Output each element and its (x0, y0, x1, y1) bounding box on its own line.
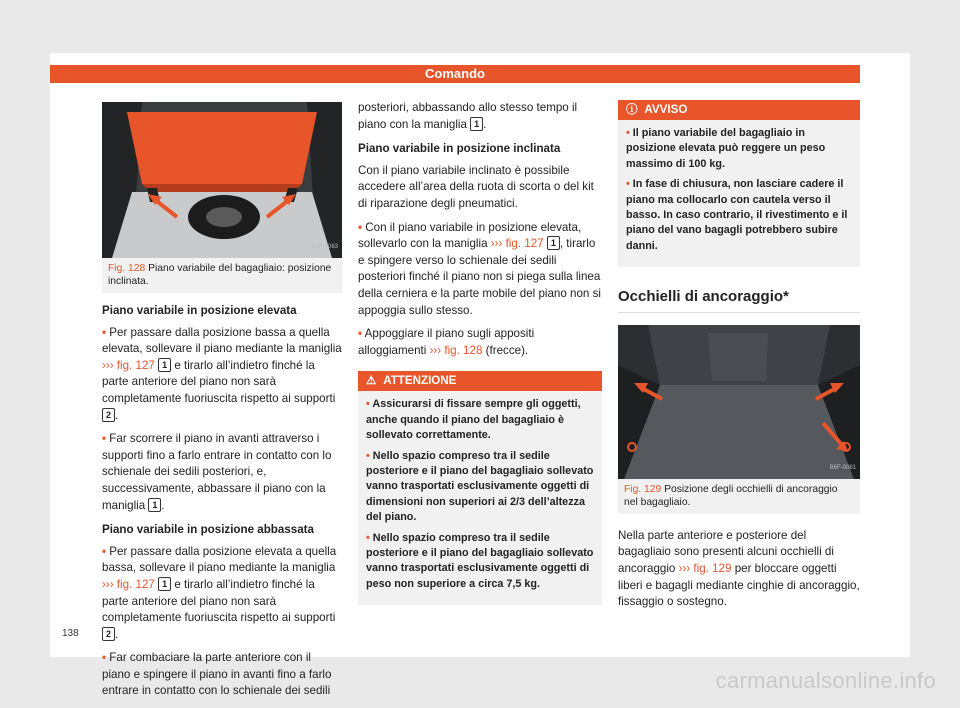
figure-caption-text: Piano variabile del bagagliaio: posizione inclinata. (108, 263, 332, 287)
figure-128 (102, 102, 342, 258)
bullet-paragraph: • Per passare dalla posizione elevata a quella bassa, sollevare il piano mediante la maniglia ››› fig. 127 1 e tirarlo all’indietro finché la parte anteriore del piano non sarà completamente fuoriuscita rispetto ai supporti 2 . (102, 544, 337, 641)
bullet-icon: • (358, 327, 363, 341)
text: Per passare dalla posizione elevata a quella bassa, sollevare il piano mediante la maniglia (102, 544, 337, 575)
callout-number: 1 (547, 236, 560, 250)
text: posteriori, abbassando allo stesso tempo il piano con la maniglia (358, 101, 578, 131)
notice-title: AVVISO (644, 103, 688, 116)
callout-number: 2 (102, 627, 115, 641)
figure-caption-text: Posizione degli occhielli di ancoraggio nel bagagliaio. (624, 483, 838, 508)
figure-caption (618, 479, 860, 514)
text: Il piano variabile del bagagliaio in posizione elevata può reggere un peso massimo di 100 kg. (626, 127, 826, 170)
figure-code: B6F-0063 (311, 244, 338, 251)
text: e tirarlo all’indietro finché la parte anteriore del piano non sarà completamente fuoriuscita rispetto ai supporti (102, 358, 336, 405)
column-middle (358, 100, 602, 605)
text: per bloccare oggetti liberi e bagagli mediante cinghie di ancoraggio, fissaggio o sostegno. (618, 562, 860, 609)
bullet-paragraph: • Per passare dalla posizione bassa a quella elevata, sollevare il piano mediante la maniglia ››› fig. 127 1 e tirarlo all’indietro finché la parte anteriore del piano non sarà completamente fuoriuscita rispetto ai supporti 2 . (102, 325, 342, 422)
warning-triangle-icon: ⚠ (366, 374, 377, 388)
text: Far scorrere il piano in avanti attraverso i supporti fino a farlo entrare in contatto con lo schienale dei sedili posteriori, e, successivamente, abbassare il piano con la maniglia (102, 432, 332, 512)
bullet-icon: • (102, 432, 107, 446)
notice-box (618, 100, 860, 267)
figure-link[interactable]: ››› fig. 127 (102, 358, 155, 372)
bullet-icon: • (358, 220, 363, 234)
figure-link[interactable]: ››› fig. 129 (678, 562, 732, 576)
callout-number: 1 (470, 117, 483, 131)
figure-number: Fig. 128 (108, 263, 146, 274)
warning-title: ATTENZIONE (383, 374, 457, 388)
page-header: Comando (50, 65, 860, 83)
notice-body (618, 120, 860, 267)
bullet-icon: • (102, 544, 107, 558)
figure-link[interactable]: ››› fig. 128 (429, 343, 483, 357)
text: Far combaciare la parte anteriore con il piano e spingere il piano in avanti fino a farlo entrare in contatto con lo schienale dei sedili (102, 651, 332, 698)
warning-box (358, 371, 602, 605)
notice-header (618, 100, 860, 120)
figure-link[interactable]: ››› fig. 127 (490, 237, 544, 251)
figure-number: Fig. 129 (624, 483, 662, 495)
bullet-paragraph (358, 326, 602, 359)
bullet-icon: • (102, 651, 107, 665)
callout-number: 2 (102, 408, 115, 422)
bullet-paragraph: • Far scorrere il piano in avanti attraverso i supporti fino a farlo entrare in contatto con lo schienale dei sedili posteriori, e, successivamente, abbassare il piano con la maniglia 1 . (102, 432, 332, 512)
watermark: carmanualsonline.info (715, 668, 936, 693)
figure-code: B6F-0061 (829, 465, 856, 472)
bullet-icon: • (366, 531, 370, 544)
paragraph: posteriori, abbassando allo stesso tempo il piano con la maniglia 1 . (358, 101, 578, 131)
figure-129 (618, 325, 860, 479)
paragraph (618, 528, 860, 611)
warning-item (366, 449, 594, 526)
text: Con il piano variabile in posizione elevata, sollevarlo con la maniglia (358, 220, 582, 251)
paragraph: Con il piano variabile inclinato è possibile accedere all’area della ruota di scorta o del kit di riparazione degli pneumatici. (358, 163, 594, 210)
section-title: Occhielli di ancoraggio* (618, 288, 789, 306)
text: (frecce). (485, 343, 529, 357)
trunk-anchor-image (618, 325, 860, 479)
figure-caption (102, 258, 342, 293)
column-right (618, 100, 860, 618)
callout-number: 1 (158, 577, 171, 591)
warning-item (366, 397, 594, 443)
page-number: 138 (62, 628, 79, 639)
text: Per passare dalla posizione bassa a quella elevata, sollevare il piano mediante la maniglia (102, 325, 342, 356)
bullet-paragraph (358, 220, 602, 320)
text: e tirarlo all’indietro finché la parte anteriore del piano non sarà completamente fuoriuscita rispetto ai supporti (102, 577, 336, 625)
text: In fase di chiusura, non lasciare cadere il piano ma collocarlo con cautela verso il basso. In caso contrario, il rivestimento e il piano del vano bagagli potrebbero subire danni. (626, 178, 848, 252)
warning-header (358, 371, 602, 391)
column-left (102, 102, 342, 707)
heading-abbassata: Piano variabile in posizione abbassata (102, 523, 314, 537)
warning-body (358, 391, 602, 605)
text: Nella parte anteriore e posteriore del bagagliaio sono presenti alcuni occhielli di ancoraggio (618, 528, 834, 576)
callout-number: 1 (148, 498, 161, 512)
text: , tirarlo e spingere verso lo schienale dei sedili posteriori finché il piano non si piega sulla linea della cerniera e la parte mobile del piano non si appoggia sullo stesso. (358, 237, 601, 317)
bullet-icon: • (366, 449, 370, 462)
bullet-icon: • (626, 178, 630, 191)
bullet-paragraph (102, 650, 342, 700)
text: Nello spazio compreso tra il sedile posteriore e il piano del bagagliaio sollevato vanno trasportati esclusivamente oggetti di peso non superiore a circa 7,5 kg. (366, 531, 594, 590)
notice-item (626, 177, 852, 254)
text: Nello spazio compreso tra il sedile posteriore e il piano del bagagliaio sollevato vanno trasportati esclusivamente oggetti di dimensioni non superiori ai 2/3 dell’altezza del piano. (366, 449, 594, 524)
bullet-icon: • (102, 325, 107, 339)
figure-link[interactable]: ››› fig. 127 (102, 577, 155, 591)
notice-item (626, 126, 852, 172)
warning-item (366, 531, 594, 593)
bullet-icon: • (366, 398, 370, 411)
text: Appoggiare il piano sugli appositi alloggiamenti (358, 327, 535, 357)
info-circle-icon: ⓘ (626, 103, 638, 116)
heading-inclinata: Piano variabile in posizione inclinata (358, 142, 561, 156)
callout-number: 1 (158, 358, 171, 372)
trunk-inclined-image (102, 102, 342, 258)
text: Assicurarsi di fissare sempre gli oggetti, anche quando il piano del bagagliaio è sollevato correttamente. (366, 398, 581, 442)
heading-elevata: Piano variabile in posizione elevata (102, 304, 297, 317)
bullet-icon: • (626, 127, 630, 139)
